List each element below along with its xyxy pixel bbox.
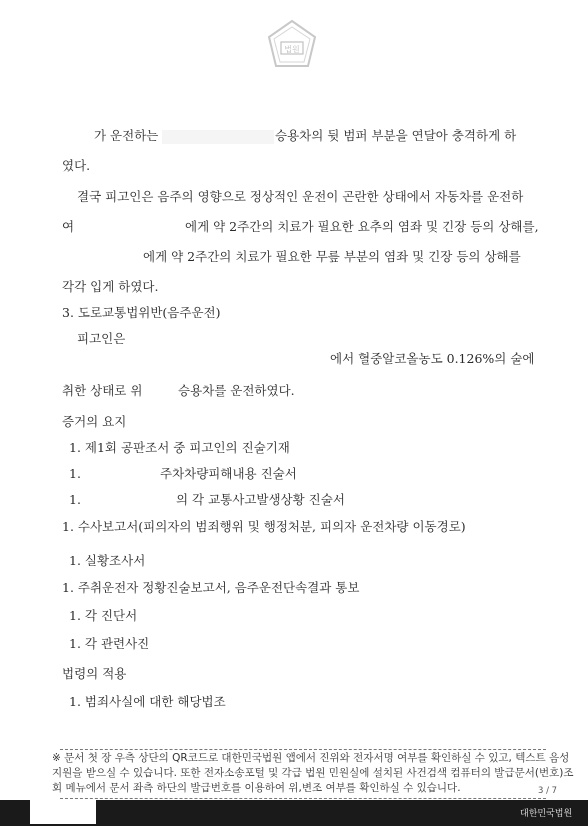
body-line-9: 취한 상태로 위 xyxy=(62,383,143,398)
evidence-item-3: 의 각 교통사고발생상황 진술서 xyxy=(176,492,345,507)
law-heading: 법령의 적용 xyxy=(62,666,127,681)
body-line-5: 에게 약 2주간의 치료가 필요한 무릎 부분의 염좌 및 긴장 등의 상해를 xyxy=(143,249,521,264)
evidence-item-6: 1. 주취운전자 정황진술보고서, 음주운전단속결과 통보 xyxy=(62,580,360,595)
body-line-8: 에서 혈중알코올농도 0.126%의 술에 xyxy=(330,351,535,366)
body-line-9b: 승용차를 운전하였다. xyxy=(178,383,295,398)
section-heading-3: 3. 도로교통법위반(음주운전) xyxy=(62,305,221,320)
law-item-1: 1. 범죄사실에 대한 해당법조 xyxy=(69,694,226,709)
page-number: 3 / 7 xyxy=(538,786,558,796)
seal-text: 법원 xyxy=(284,45,300,54)
body-line-4b: 에게 약 2주간의 치료가 필요한 요추의 염좌 및 긴장 등의 상해를, xyxy=(185,219,539,234)
evidence-item-7: 1. 각 진단서 xyxy=(69,608,138,623)
issue-number-box xyxy=(30,800,96,824)
body-line-1: 가 운전하는 xyxy=(94,128,274,144)
evidence-item-4: 1. 수사보고서(피의자의 범죄행위 및 행정처분, 피의자 운전차량 이동경로) xyxy=(62,519,466,534)
body-line-6: 각각 입게 하였다. xyxy=(62,279,159,294)
evidence-item-3-num: 1. xyxy=(69,492,81,507)
notice-line-3: 회 메뉴에서 문서 좌측 하단의 발급번호를 이용하여 위,변조 여부를 확인하실 수 있습니다. xyxy=(52,782,461,794)
notice-line-2: 지원을 받으실 수 있습니다. 또한 전자소송포털 및 각급 법원 민원실에 설치된 사건검색 컴퓨터의 발급문서(번호)조 xyxy=(52,767,574,779)
evidence-item-8: 1. 각 관련사진 xyxy=(69,636,150,651)
body-line-7: 피고인은 xyxy=(77,331,126,346)
body-line-3: 결국 피고인은 음주의 영향으로 정상적인 운전이 곤란한 상태에서 자동차를 운전하 xyxy=(77,189,524,204)
body-line-1b: 승용차의 뒷 범퍼 부분을 연달아 충격하게 하 xyxy=(275,128,517,143)
evidence-heading: 증거의 요지 xyxy=(62,414,127,429)
evidence-item-2: 주차차량피해내용 진술서 xyxy=(160,466,297,481)
notice-line-1: ※ 문서 첫 장 우측 상단의 QR코드로 대한민국법원 앱에서 진위와 전자서명 여부를 확인하실 수 있고, 텍스트 음성 xyxy=(52,752,570,764)
evidence-item-1: 1. 제1회 공판조서 중 피고인의 진술기재 xyxy=(69,440,290,455)
evidence-item-2-num: 1. xyxy=(69,466,81,481)
body-line-2: 였다. xyxy=(62,158,91,173)
evidence-item-5: 1. 실황조사서 xyxy=(69,553,146,568)
footer-court-mark: 대한민국법원 xyxy=(520,809,573,819)
body-line-4: 여 xyxy=(62,219,75,234)
court-seal-icon xyxy=(264,18,320,74)
